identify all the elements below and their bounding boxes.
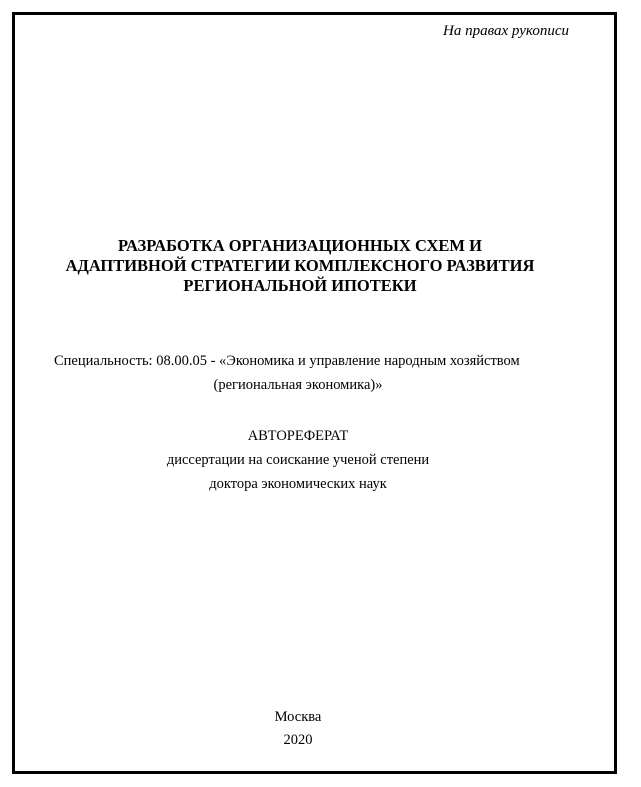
title-line: РЕГИОНАЛЬНОЙ ИПОТЕКИ bbox=[183, 276, 417, 295]
city: Москва bbox=[274, 709, 322, 725]
rights-note: На правах рукописи bbox=[443, 23, 569, 39]
year: 2020 bbox=[283, 732, 313, 748]
specialty-continuation: (региональная экономика)» bbox=[213, 377, 383, 393]
degree-line: доктора экономических наук bbox=[209, 476, 387, 492]
abstract-heading: АВТОРЕФЕРАТ bbox=[247, 428, 349, 444]
degree-line: диссертации на соискание ученой степени bbox=[166, 452, 430, 468]
title-line: РАЗРАБОТКА ОРГАНИЗАЦИОННЫХ СХЕМ И bbox=[118, 236, 482, 255]
dissertation-title bbox=[0, 236, 600, 296]
specialty-line: Специальность: 08.00.05 - «Экономика и управление народным хозяйством bbox=[54, 353, 520, 369]
imprint bbox=[0, 706, 596, 752]
title-line: АДАПТИВНОЙ СТРАТЕГИИ КОМПЛЕКСНОГО РАЗВИТИЯ bbox=[65, 256, 535, 275]
abstract-block bbox=[0, 424, 596, 496]
